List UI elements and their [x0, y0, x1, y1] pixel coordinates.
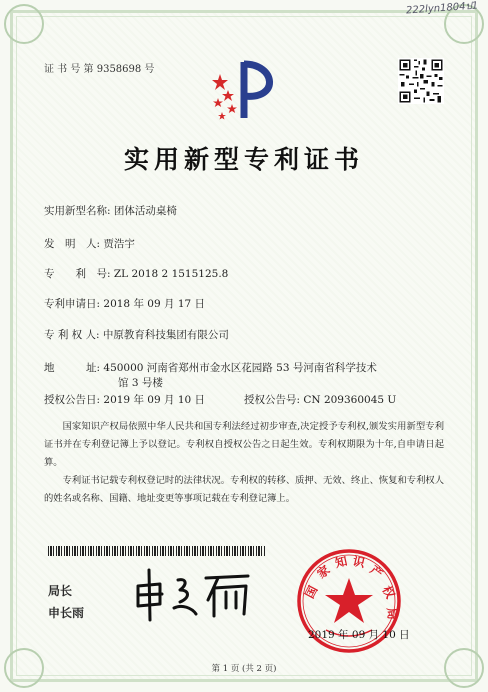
- barcode-icon: [48, 546, 266, 556]
- utility-model-name-value: 团体活动桌椅: [113, 205, 177, 217]
- grant-number-label: 授权公告号:: [244, 394, 301, 406]
- seal-date: 2019 年 09 月 10 日: [308, 629, 410, 641]
- certificate-number: 证 书 号 第 9358698 号: [44, 64, 155, 75]
- grant-number-value: CN 209360045 U: [303, 394, 397, 406]
- handwritten-note: 222lyn1804ป1: [405, 0, 479, 17]
- qr-code-icon: [398, 58, 444, 104]
- utility-model-name-row: [44, 203, 177, 218]
- address-label: 地 址:: [44, 362, 101, 374]
- patent-number-label: 专 利 号:: [44, 268, 111, 280]
- svg-text:知: 知: [333, 553, 349, 571]
- address-row: [44, 360, 377, 375]
- page-number: 第 1 页 (共 2 页): [211, 664, 277, 674]
- address-value: 450000 河南省郑州市金水区花园路 53 号河南省科学技术: [103, 362, 377, 374]
- filing-date-label: 专利申请日:: [44, 298, 101, 310]
- inventor-value: 贾浩宇: [103, 238, 135, 250]
- border-ornament-icon: [4, 4, 44, 44]
- handwritten-signature-icon: [130, 564, 260, 624]
- svg-text:权: 权: [379, 583, 398, 601]
- patentee-value: 中原教育科技集团有限公司: [102, 329, 229, 341]
- patent-number-value: ZL 2018 2 1515125.8: [113, 268, 229, 280]
- grant-statement-paragraph: 国家知识产权局依照中华人民共和国专利法经过初步审查,决定授予专利权,颁发实用新型专利证书并在专利登记簿上予以登记。专利权自授权公告之日起生效。专利权期限为十年,自申请日起算。: [44, 421, 444, 468]
- utility-model-name-label: 实用新型名称:: [44, 205, 111, 217]
- patent-number-row: [44, 266, 228, 281]
- patentee-row: [44, 327, 229, 342]
- page-title: 实用新型专利证书: [123, 145, 364, 174]
- filing-date-row: [44, 296, 205, 311]
- svg-text:家: 家: [314, 562, 333, 582]
- patent-office-logo-icon: [206, 56, 282, 122]
- registration-statement-paragraph: 专利证书记载专利权登记时的法律状况。专利权的转移、质押、无效、终止、恢复和专利权人的姓名或名称、国籍、地址变更等事项记载在专利登记簿上。: [44, 475, 444, 504]
- grant-date-label: 授权公告日:: [44, 394, 101, 406]
- inventor-label: 发 明 人:: [44, 238, 101, 250]
- grant-number-row: [244, 392, 396, 407]
- svg-text:产: 产: [367, 562, 386, 582]
- svg-text:识: 识: [351, 553, 367, 571]
- filing-date-value: 2018 年 09 月 17 日: [103, 298, 206, 310]
- patentee-label: 专 利 权 人:: [44, 329, 100, 341]
- signatory-title: 局长: [48, 584, 73, 598]
- inventor-row: [44, 236, 135, 251]
- signatory-name: 申长雨: [48, 606, 85, 620]
- svg-text:国: 国: [302, 583, 321, 601]
- grant-date-value: 2019 年 09 月 10 日: [103, 394, 206, 406]
- address-value-line2: 馆 3 号楼: [118, 377, 163, 389]
- grant-date-row: [44, 392, 205, 407]
- svg-text:局: 局: [384, 606, 400, 621]
